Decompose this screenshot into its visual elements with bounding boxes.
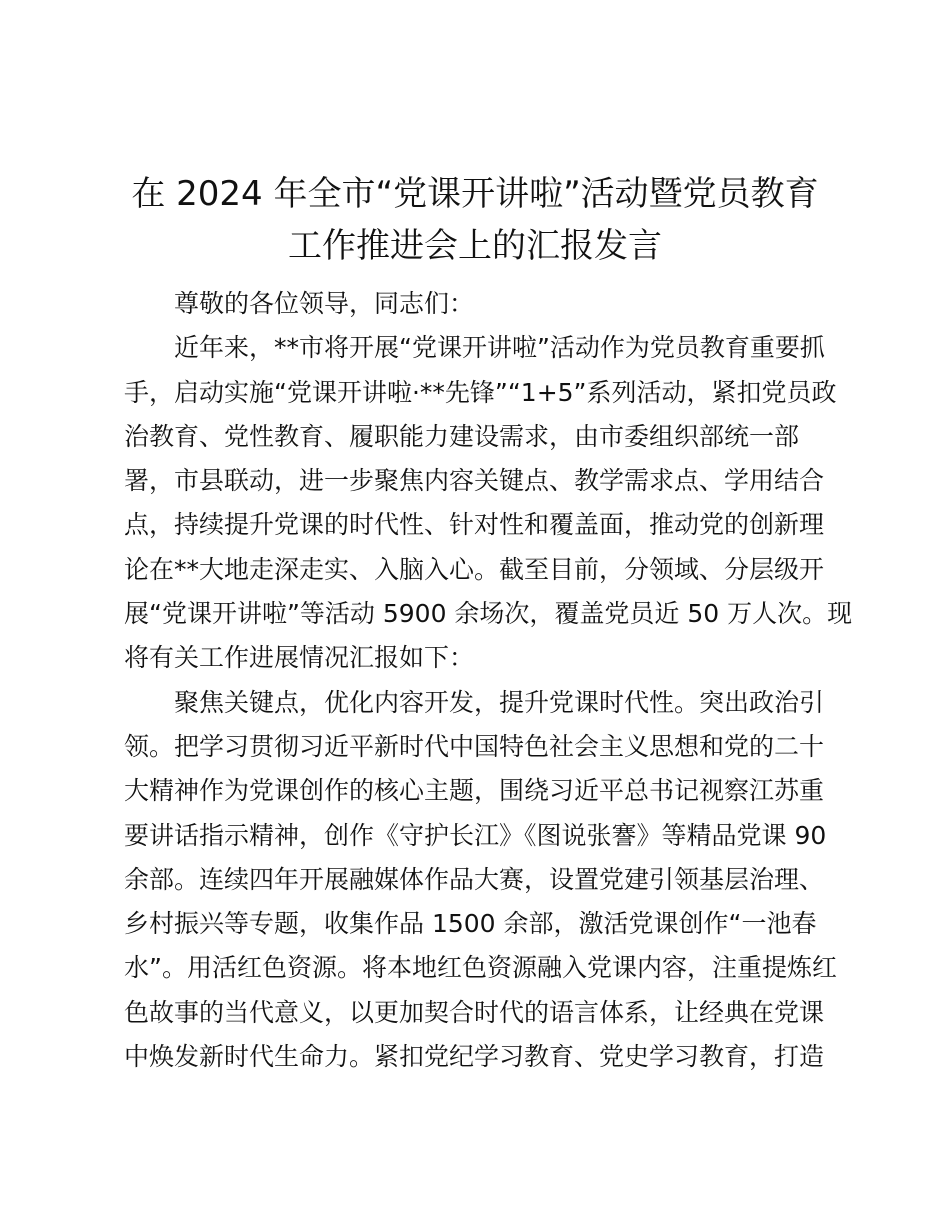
paragraph-line: 论在**大地走深走实、入脑入心。截至目前，分领域、分层级开: [124, 554, 825, 584]
paragraph-line: 乡村振兴等专题，收集作品 1500 余部，激活党课创作“一池春: [124, 909, 817, 939]
paragraph-line: 将有关工作进展情况汇报如下：: [124, 643, 475, 673]
document-body: [124, 282, 853, 1079]
paragraph-line: 聚焦关键点，优化内容开发，提升党课时代性。突出政治引: [174, 687, 825, 717]
title-line-2: 工作推进会上的汇报发言: [288, 226, 662, 266]
paragraph-line: 近年来，**市将开展“党课开讲啦”活动作为党员教育重要抓: [174, 333, 825, 363]
document-title: [110, 168, 840, 272]
paragraph-line: 展“党课开讲啦”等活动 5900 余场次，覆盖党员近 50 万人次。现: [124, 599, 853, 629]
paragraph-line: 领。把学习贯彻习近平新时代中国特色社会主义思想和党的二十: [124, 731, 825, 761]
paragraph-line: 大精神作为党课创作的核心主题，围绕习近平总书记视察江苏重: [124, 776, 825, 806]
title-line-1: 在 2024 年全市“党课开讲啦”活动暨党员教育: [131, 174, 819, 214]
paragraph-line: 要讲话指示精神，创作《守护长江》《图说张謇》等精品党课 90: [124, 820, 827, 850]
salutation: 尊敬的各位领导，同志们：: [174, 289, 475, 318]
paragraph-line: 署，市县联动，进一步聚焦内容关键点、教学需求点、学用结合: [124, 466, 825, 496]
paragraph-line: 色故事的当代意义，以更加契合时代的语言体系，让经典在党课: [124, 997, 825, 1027]
paragraph-line: 点，持续提升党课的时代性、针对性和覆盖面，推动党的创新理: [124, 510, 825, 540]
paragraph-line: 中焕发新时代生命力。紧扣党纪学习教育、党史学习教育，打造: [124, 1042, 825, 1072]
paragraph-line: 水”。用活红色资源。将本地红色资源融入党课内容，注重提炼红: [124, 953, 837, 983]
paragraph-line: 治教育、党性教育、履职能力建设需求，由市委组织部统一部: [124, 421, 800, 451]
paragraph-line: 余部。连续四年开展融媒体作品大赛，设置党建引领基层治理、: [124, 864, 825, 894]
paragraph-line: 手，启动实施“党课开讲啦·**先锋”“1+5”系列活动，紧扣党员政: [124, 377, 837, 407]
